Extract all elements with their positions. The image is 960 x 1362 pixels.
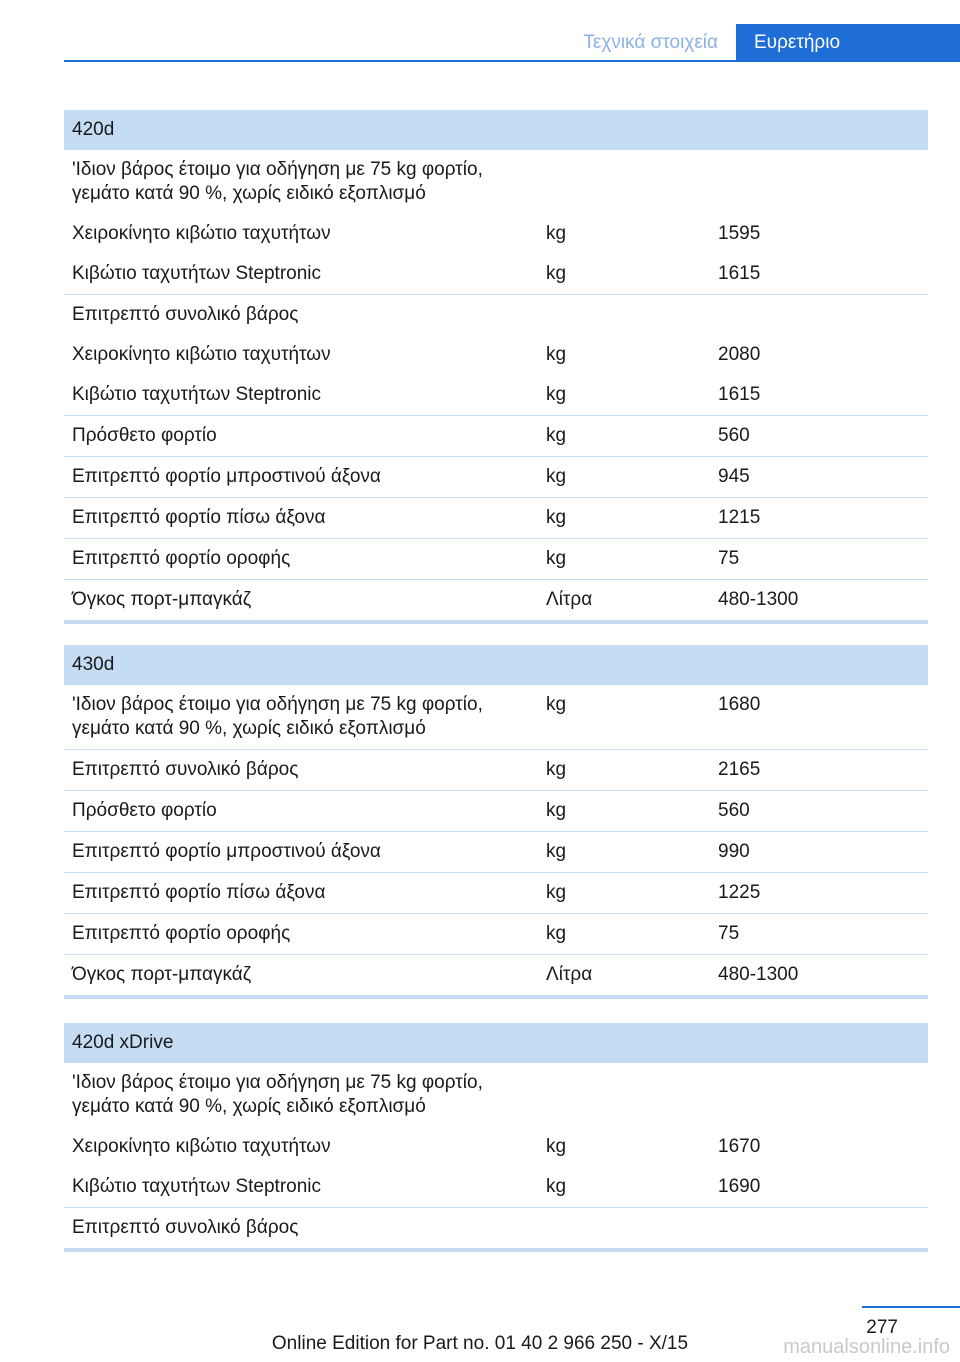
row-unit: kg xyxy=(546,425,567,446)
table-end-rule xyxy=(64,620,928,624)
table-row xyxy=(64,295,928,335)
table-title: 420d xDrive xyxy=(64,1023,928,1063)
row-label: Επιτρεπτό φορτίο πίσω άξονα xyxy=(72,507,326,528)
table-row xyxy=(64,873,928,914)
row-value: 75 xyxy=(718,548,740,569)
row-value: 2080 xyxy=(718,344,761,365)
row-value: 1225 xyxy=(718,882,761,903)
row-value xyxy=(710,1216,928,1240)
watermark: manualsonline.info xyxy=(783,1336,950,1358)
row-label: 'Ιδιον βάρος έτοιμο για οδήγηση με 75 kg φορτίο, γεμάτο κατά 90 %, χωρίς ειδικό εξοπλισμό xyxy=(72,159,483,204)
row-value: 1690 xyxy=(718,1176,761,1197)
row-value: 1215 xyxy=(718,507,761,528)
row-label: Πρόσθετο φορτίο xyxy=(72,800,217,821)
row-unit xyxy=(538,1216,710,1240)
row-value: 1680 xyxy=(718,694,761,715)
row-unit: kg xyxy=(546,800,567,821)
table-row xyxy=(64,1127,928,1167)
table-row xyxy=(64,955,928,995)
row-value: 1670 xyxy=(718,1136,761,1157)
row-label: Κιβώτιο ταχυτήτων Steptronic xyxy=(72,1176,322,1197)
row-unit: kg xyxy=(546,882,567,903)
row-label: Πρόσθετο φορτίο xyxy=(72,425,217,446)
header-divider xyxy=(64,60,960,62)
spec-table-430d xyxy=(64,645,928,999)
row-label: Κιβώτιο ταχυτήτων Steptronic xyxy=(72,263,322,284)
row-value: 1615 xyxy=(718,384,761,405)
row-unit xyxy=(538,158,710,206)
row-label: 'Ιδιον βάρος έτοιμο για οδήγηση με 75 kg φορτίο, γεμάτο κατά 90 %, χωρίς ειδικό εξοπλισμό xyxy=(72,1072,483,1117)
table-row xyxy=(64,750,928,791)
table-row xyxy=(64,150,928,214)
row-value: 560 xyxy=(718,800,750,821)
row-value: 2165 xyxy=(718,759,761,780)
table-row xyxy=(64,539,928,580)
edition-footer: Online Edition for Part no. 01 40 2 966 250 - X/15 xyxy=(271,1333,689,1354)
row-unit: kg xyxy=(546,466,567,487)
row-unit: kg xyxy=(546,548,567,569)
table-row xyxy=(64,214,928,254)
row-value xyxy=(710,158,928,206)
row-label: Χειροκίνητο κιβώτιο ταχυτήτων xyxy=(72,223,331,244)
row-label: Χειροκίνητο κιβώτιο ταχυτήτων xyxy=(72,344,331,365)
row-unit: kg xyxy=(546,1176,567,1197)
row-unit: kg xyxy=(546,759,567,780)
row-label: Επιτρεπτό συνολικό βάρος xyxy=(72,1217,299,1238)
table-title: 420d xyxy=(64,110,928,150)
table-row xyxy=(64,1063,928,1127)
page-number: 277 xyxy=(866,1317,898,1338)
row-label: Επιτρεπτό φορτίο οροφής xyxy=(72,548,291,569)
row-value: 990 xyxy=(718,841,750,862)
row-unit: Λίτρα xyxy=(546,964,593,985)
table-row xyxy=(64,335,928,375)
row-unit: kg xyxy=(546,223,567,244)
table-row xyxy=(64,498,928,539)
row-label: Κιβώτιο ταχυτήτων Steptronic xyxy=(72,384,322,405)
table-row xyxy=(64,457,928,498)
table-row xyxy=(64,791,928,832)
row-value: 945 xyxy=(718,466,750,487)
row-value xyxy=(710,303,928,327)
row-label: Επιτρεπτό συνολικό βάρος xyxy=(72,759,299,780)
header-tabs xyxy=(558,24,960,62)
page-number-rule xyxy=(862,1306,960,1308)
row-unit: kg xyxy=(546,694,567,715)
index-tab[interactable]: Ευρετήριο xyxy=(736,24,960,62)
row-unit: kg xyxy=(546,384,567,405)
table-row xyxy=(64,1167,928,1208)
table-row xyxy=(64,832,928,873)
row-unit: kg xyxy=(546,841,567,862)
table-end-rule xyxy=(64,1248,928,1252)
row-label: Όγκος πορτ-μπαγκάζ xyxy=(72,589,252,610)
row-unit xyxy=(538,1071,710,1119)
row-unit: Λίτρα xyxy=(546,589,593,610)
row-label: Επιτρεπτό φορτίο πίσω άξονα xyxy=(72,882,326,903)
table-row xyxy=(64,685,928,750)
table-row xyxy=(64,580,928,620)
table-row xyxy=(64,254,928,295)
spec-table-420d-xdrive xyxy=(64,1023,928,1252)
table-row xyxy=(64,416,928,457)
row-unit: kg xyxy=(546,507,567,528)
row-unit: kg xyxy=(546,1136,567,1157)
row-unit: kg xyxy=(546,344,567,365)
row-unit: kg xyxy=(546,263,567,284)
row-unit xyxy=(538,303,710,327)
table-end-rule xyxy=(64,995,928,999)
row-value: 1595 xyxy=(718,223,761,244)
row-unit: kg xyxy=(546,923,567,944)
row-label: Επιτρεπτό φορτίο μπροστινού άξονα xyxy=(72,466,381,487)
table-row xyxy=(64,1208,928,1248)
section-tab[interactable]: Τεχνικά στοιχεία xyxy=(558,24,736,62)
row-label: 'Ιδιον βάρος έτοιμο για οδήγηση με 75 kg φορτίο, γεμάτο κατά 90 %, χωρίς ειδικό εξοπλισμό xyxy=(72,694,483,739)
row-value: 560 xyxy=(718,425,750,446)
table-title: 430d xyxy=(64,645,928,685)
row-label: Επιτρεπτό συνολικό βάρος xyxy=(72,304,299,325)
row-label: Χειροκίνητο κιβώτιο ταχυτήτων xyxy=(72,1136,331,1157)
row-value: 480-1300 xyxy=(718,964,799,985)
row-value xyxy=(710,1071,928,1119)
row-value: 75 xyxy=(718,923,740,944)
table-row xyxy=(64,914,928,955)
spec-table-420d xyxy=(64,110,928,624)
row-value: 1615 xyxy=(718,263,761,284)
row-label: Όγκος πορτ-μπαγκάζ xyxy=(72,964,252,985)
row-label: Επιτρεπτό φορτίο οροφής xyxy=(72,923,291,944)
row-label: Επιτρεπτό φορτίο μπροστινού άξονα xyxy=(72,841,381,862)
row-value: 480-1300 xyxy=(718,589,799,610)
table-row xyxy=(64,375,928,416)
